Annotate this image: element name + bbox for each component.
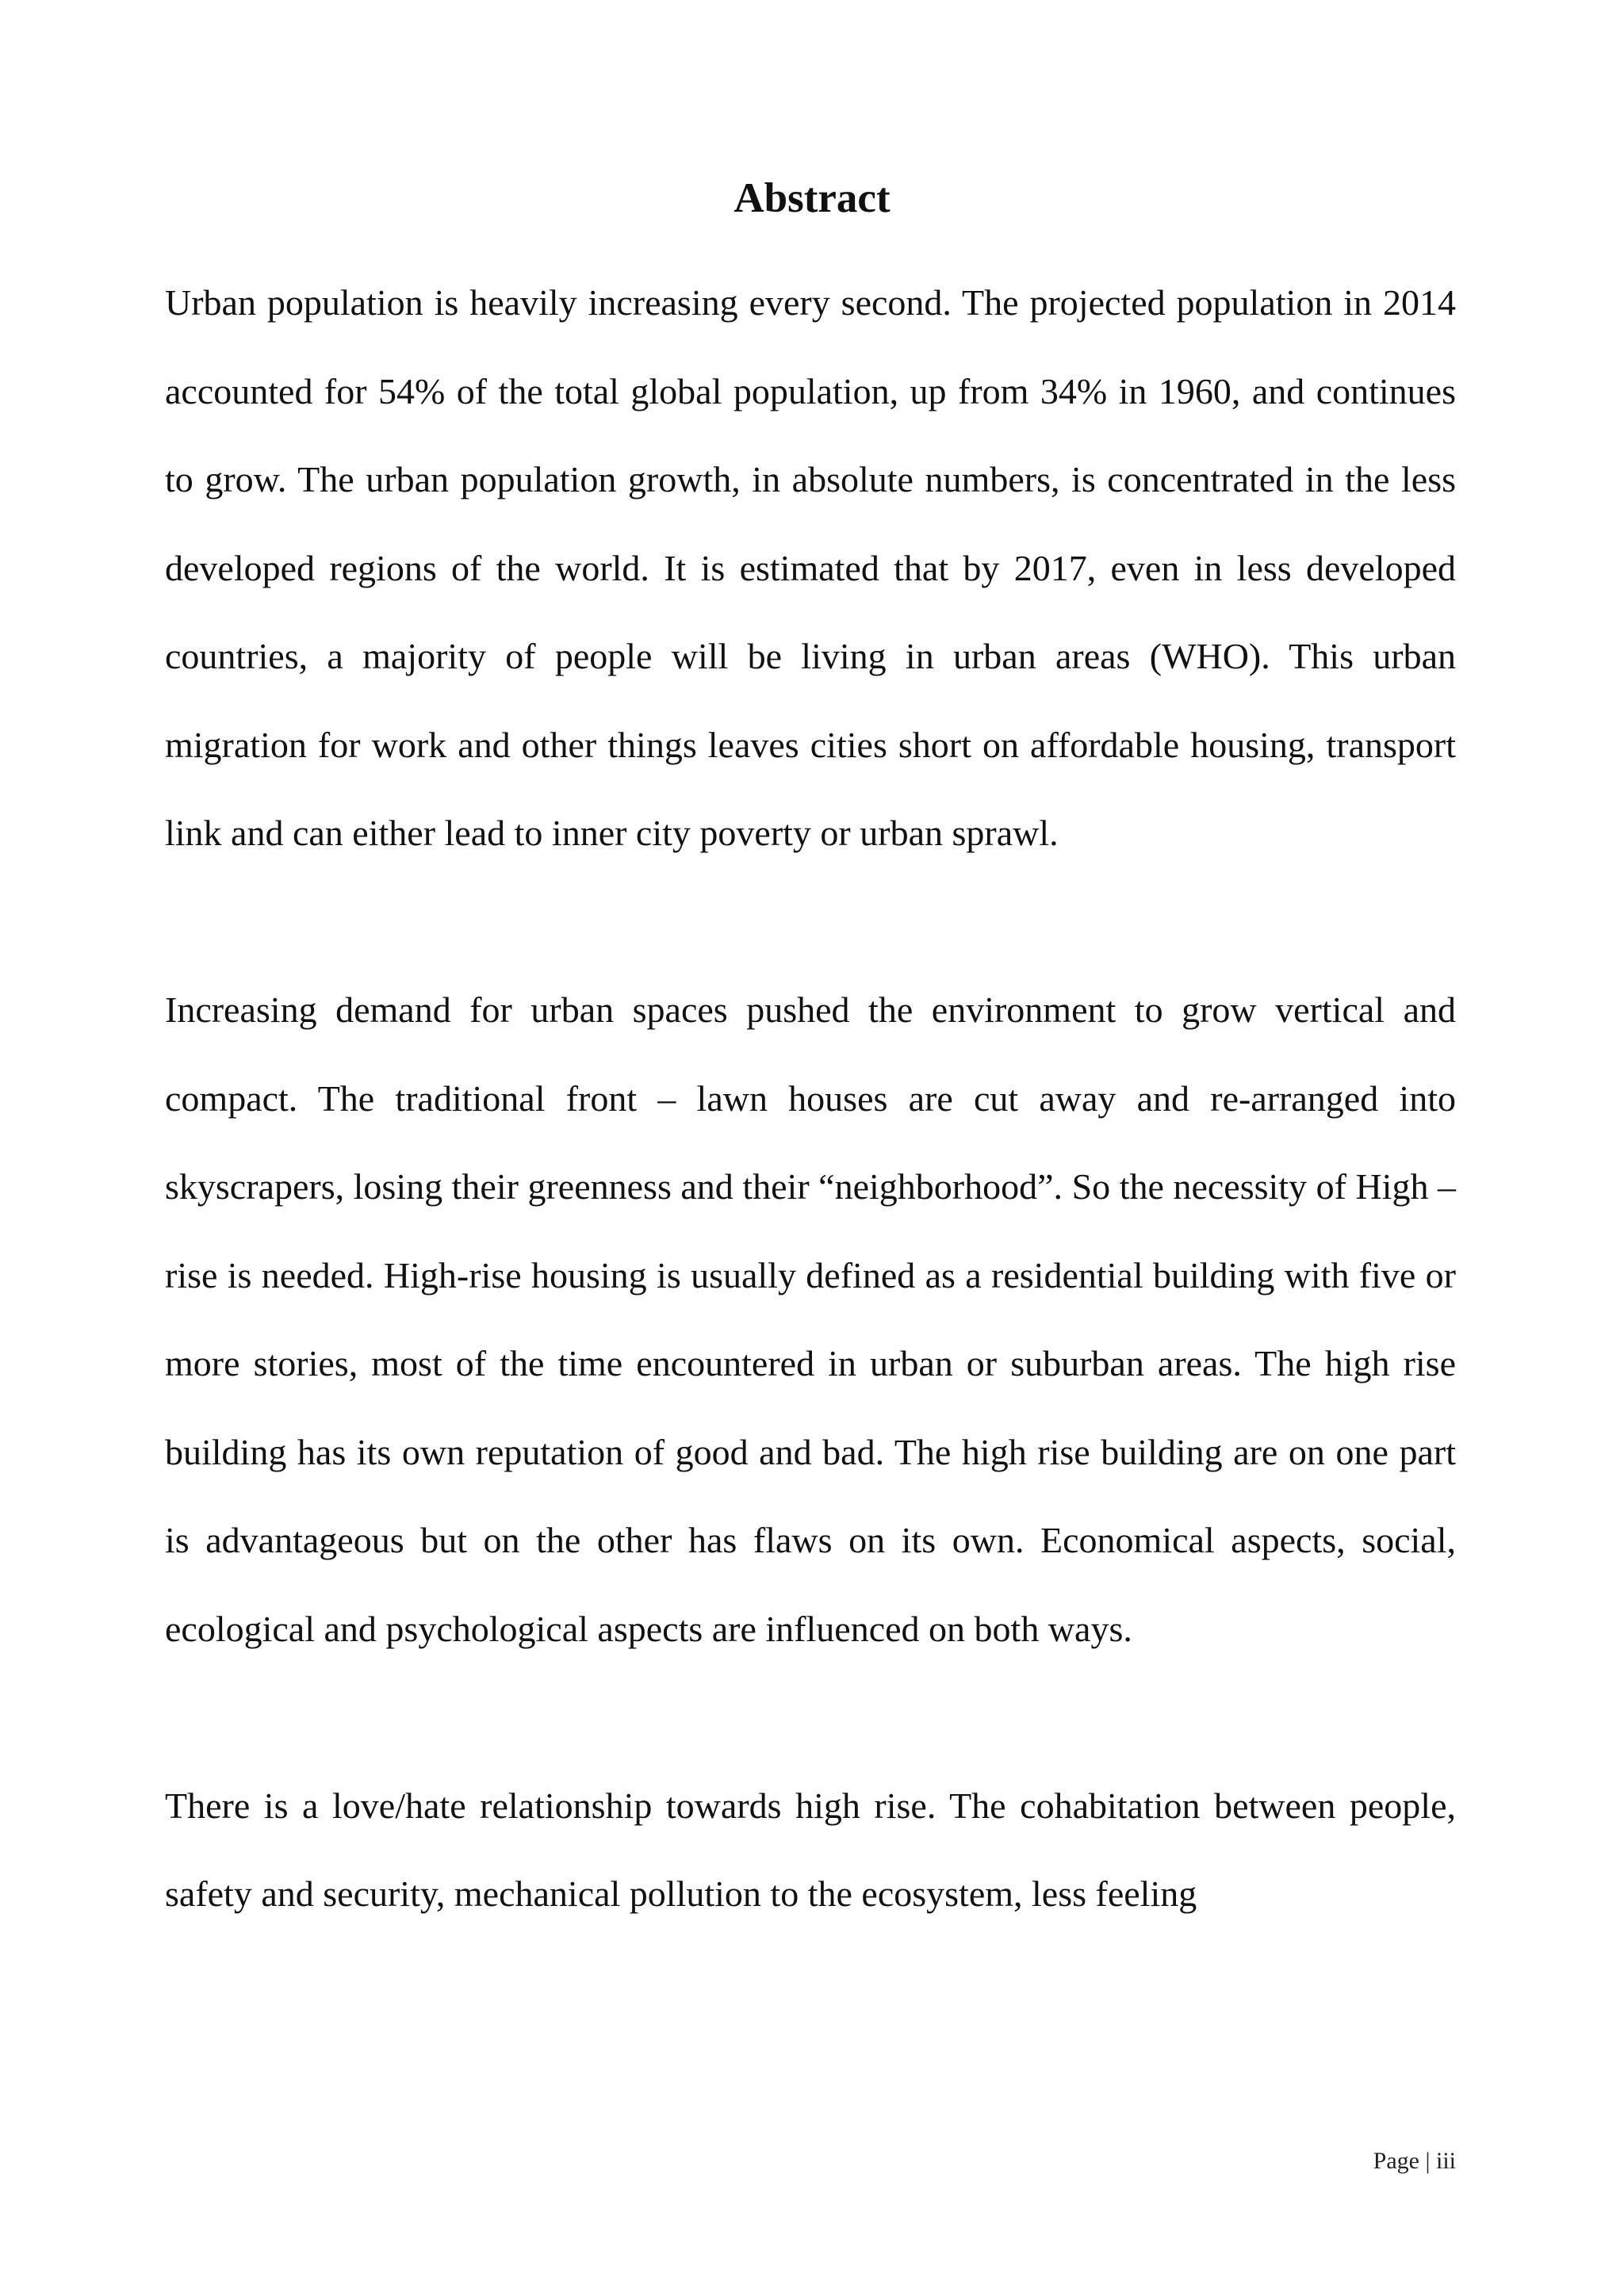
abstract-body — [165, 258, 1456, 1938]
paragraph-2: Increasing demand for urban spaces pushed the environment to grow vertical and compact. The traditional front – lawn houses are cut away and re-arranged into skyscrapers, losing their greenness and their “neighborhood”. So the necessity of High – rise is needed. High-rise housing is usually defined as a residential building with five or more stories, most of the time encountered in urban or suburban areas. The high rise building has its own reputation of good and bad. The high rise building are on one part is advantageous but on the other has flaws on its own. Economical aspects, social, ecological and psychological aspects are influenced on both ways. — [165, 989, 1456, 1649]
page-number: Page | iii — [1373, 2148, 1456, 2174]
page-title: Abstract — [733, 175, 891, 221]
paragraph-1: Urban population is heavily increasing every second. The projected population in 2014 accounted for 54% of the total global population, up from 34% in 1960, and continues to grow. The urban population growth, in absolute numbers, is concentrated in the less developed regions of the world. It is estimated that by 2017, even in less developed countries, a majority of people will be living in urban areas (WHO). This urban migration for work and other things leaves cities short on affordable housing, transport link and can either lead to inner city poverty or urban sprawl. — [165, 282, 1456, 853]
paragraph-3: There is a love/hate relationship towards high rise. The cohabitation between people, safety and security, mechanical pollution to the ecosystem, less feeling — [165, 1785, 1456, 1914]
